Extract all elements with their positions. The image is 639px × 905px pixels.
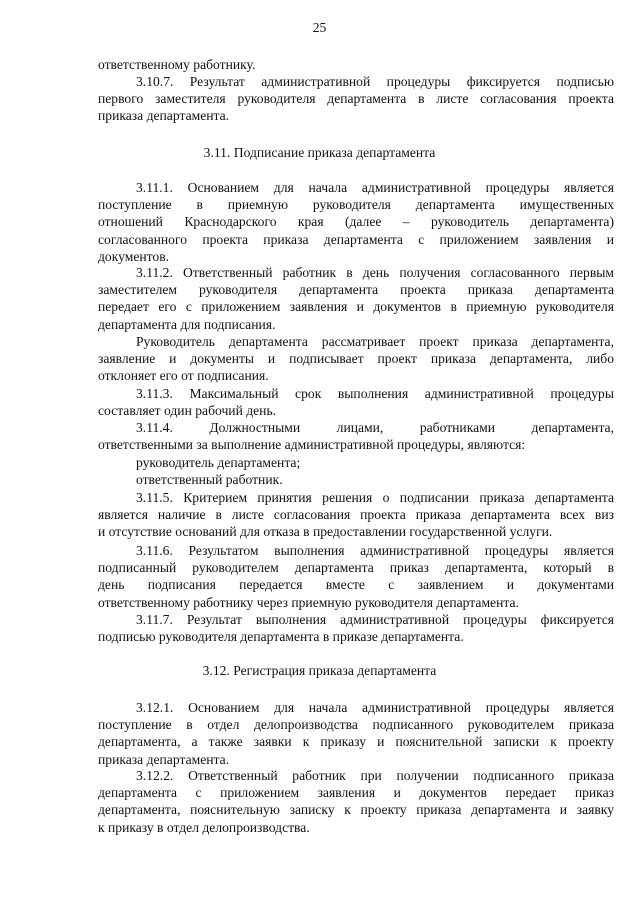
text-line: отношений Краснодарского края (далее – руководитель департамента) xyxy=(98,214,614,230)
text-line: департамента для подписания. xyxy=(98,316,276,332)
text-line: 3.12.2. Ответственный работник при получении подписанного приказа xyxy=(136,768,614,783)
text-line: поступление в приемную руководителя департамента имущественных xyxy=(98,197,614,213)
text-line: 3.11.6. Результатом выполнения административной процедуры является xyxy=(136,543,614,558)
text-line: департамента, а также заявки к приказу и пояснительной записки к проекту xyxy=(98,734,614,750)
text-line: 3.10.7. Результат административной процедуры фиксируется подписью xyxy=(136,74,614,89)
text-line: 3.12.1. Основанием для начала административной процедуры является xyxy=(136,700,614,715)
page-number: 25 xyxy=(312,20,327,35)
text-line: 3.11. Подписание приказа департамента xyxy=(203,145,436,160)
text-line: подписанный руководителем департамента приказ департамента, который в xyxy=(98,560,614,576)
text-line: подписью руководителя департамента в приказе департамента. xyxy=(98,629,464,645)
text-line: департамента, пояснительную записку к проекту приказа департамента и заявку xyxy=(98,802,614,818)
text-line: 3.11.7. Результат выполнения административной процедуры фиксируется xyxy=(136,612,614,627)
text-line: является наличие в листе согласования проекта приказа департамента всех виз xyxy=(98,507,614,523)
text-line: 3.12. Регистрация приказа департамента xyxy=(202,663,437,678)
text-line: 3.11.2. Ответственный работник в день получения согласованного первым xyxy=(136,265,614,280)
text-line: Руководитель департамента рассматривает проект приказа департамента, xyxy=(136,334,614,349)
text-line: приказа департамента. xyxy=(98,751,230,767)
text-line: заявление и документы и подписывает проект приказа департамента, либо xyxy=(98,351,614,367)
text-line: первого заместителя руководителя департамента в листе согласования проекта xyxy=(98,91,614,107)
text-line: документов. xyxy=(98,248,170,264)
text-line: поступление в отдел делопроизводства подписанного руководителем приказа xyxy=(98,717,614,733)
text-line: передает его с приложением заявления и документов в приемную руководителя xyxy=(98,299,614,315)
text-line: руководитель департамента; xyxy=(136,455,301,470)
text-line: заместителем руководителя департамента проекта приказа департамента xyxy=(98,282,614,298)
text-line: ответственному работнику через приемную руководителя департамента. xyxy=(98,594,519,610)
text-line: отклоняет его от подписания. xyxy=(98,368,269,384)
text-line: и отсутствие оснований для отказа в предоставлении государственной услуги. xyxy=(98,524,553,540)
text-line: департамента с приложением заявления и документов передает приказ xyxy=(98,785,614,801)
text-line: 3.11.3. Максимальный срок выполнения административной процедуры xyxy=(136,386,614,401)
text-line: ответственными за выполнение административной процедуры, являются: xyxy=(98,437,526,453)
text-line: 3.11.1. Основанием для начала административной процедуры является xyxy=(136,180,614,195)
text-line: ответственный работник. xyxy=(136,472,283,487)
text-line: составляет один рабочий день. xyxy=(98,403,277,419)
text-line: приказа департамента. xyxy=(98,108,230,124)
text-line: ответственному работнику. xyxy=(98,57,256,72)
text-line: согласованного проекта приказа департамента с приложением заявления и xyxy=(98,231,614,247)
text-line: день подписания передается вместе с заявлением и документами xyxy=(98,577,614,593)
text-line: 3.11.5. Критерием принятия решения о подписании приказа департамента xyxy=(136,490,614,505)
text-line: к приказу в отдел делопроизводства. xyxy=(98,819,310,835)
text-line: 3.11.4. Должностными лицами, работниками департамента, xyxy=(136,420,614,435)
